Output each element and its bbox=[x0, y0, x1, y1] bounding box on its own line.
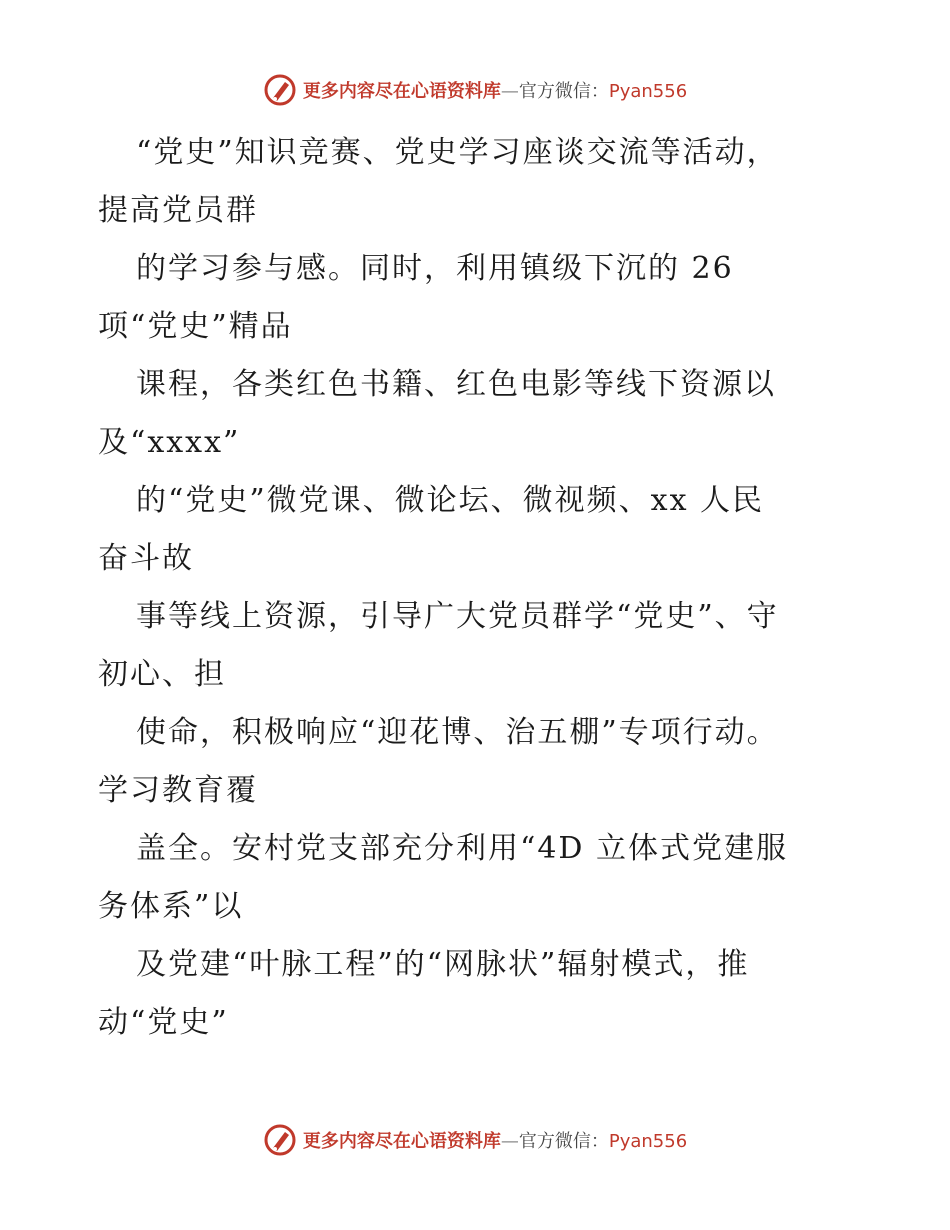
watermark-brand: 更多内容尽在心语资料库 bbox=[302, 81, 501, 102]
text-line: 课程，各类红色书籍、红色电影等线下资源以 bbox=[136, 367, 776, 402]
text-line: 初心、担 bbox=[98, 657, 226, 692]
text-line: 及党建“叶脉工程”的“网脉状”辐射模式，推 bbox=[136, 947, 750, 982]
watermark-label: 官方微信： bbox=[518, 1131, 609, 1152]
watermark-wechat-id: Pyan556 bbox=[608, 81, 688, 102]
text-line: 的“党史”微党课、微论坛、微视频、xx 人民 bbox=[136, 483, 765, 518]
header-watermark bbox=[0, 70, 950, 110]
text-line: 的学习参与感。同时，利用镇级下沉的 26 bbox=[136, 251, 734, 286]
pen-nib-circle-icon bbox=[263, 1123, 297, 1157]
text-line: 学习教育覆 bbox=[98, 773, 258, 808]
watermark-separator: — bbox=[500, 81, 519, 102]
text-line: 务体系”以 bbox=[98, 889, 244, 924]
text-line: 提高党员群 bbox=[98, 193, 258, 228]
pen-nib-circle-icon bbox=[263, 73, 297, 107]
text-line: 及“xxxx” bbox=[98, 425, 241, 460]
text-line: 事等线上资源，引导广大党员群学“党史”、守 bbox=[136, 599, 779, 634]
text-line: 项“党史”精品 bbox=[98, 309, 293, 344]
watermark-brand: 更多内容尽在心语资料库 bbox=[302, 1131, 501, 1152]
watermark-label: 官方微信： bbox=[518, 81, 609, 102]
text-line: “党史”知识竞赛、党史学习座谈交流等活动， bbox=[136, 135, 779, 170]
watermark-wechat-id: Pyan556 bbox=[608, 1131, 688, 1152]
watermark-text bbox=[303, 77, 687, 103]
text-line: 使命，积极响应“迎花博、治五棚”专项行动。 bbox=[136, 715, 779, 750]
text-line: 奋斗故 bbox=[98, 541, 194, 576]
document-body bbox=[98, 124, 868, 1052]
watermark-text bbox=[303, 1127, 687, 1153]
watermark-separator: — bbox=[500, 1131, 519, 1152]
text-line: 盖全。安村党支部充分利用“4D 立体式党建服 bbox=[136, 831, 789, 866]
footer-watermark bbox=[0, 1120, 950, 1160]
text-line: 动“党史” bbox=[98, 1005, 229, 1040]
